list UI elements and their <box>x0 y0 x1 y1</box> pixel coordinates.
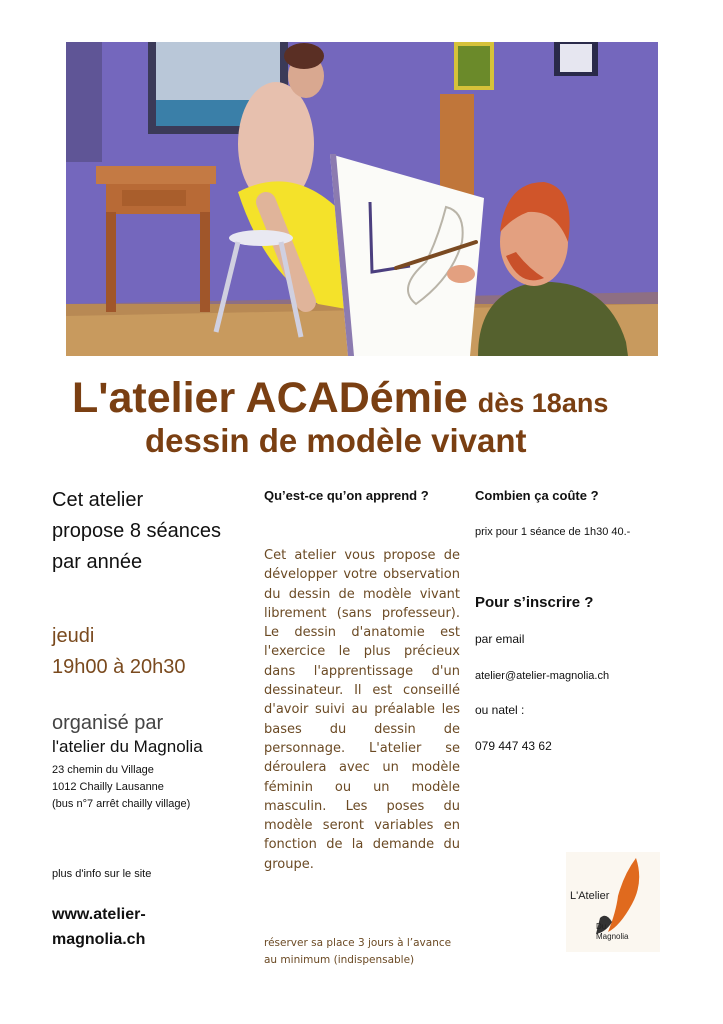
main-title: L'atelier ACADémie <box>72 374 468 422</box>
website-line-1: www.atelier- <box>52 906 146 923</box>
organizer-name: l'atelier du Magnolia <box>52 737 203 756</box>
signup-heading: Pour s’inscrire ? <box>475 594 594 611</box>
website-line-2: magnolia.ch <box>52 931 146 948</box>
phone-label: ou natel : <box>475 703 525 717</box>
reservation-note <box>264 935 464 969</box>
logo-line-2: Du <box>596 922 607 931</box>
phone-number: 079 447 43 62 <box>475 739 552 753</box>
learn-paragraph: Cet atelier vous propose de développer votre observation du dessin de modèle vivant librement (sans professeur). Le dessin d'anatomie est l'exercice le plus précieux dans l'apprentissage d'un dessinateur. Il est conseillé d'avoir suivi au préalable les bases du dessin de personnage. L'atelier se déroulera avec un modèle féminin ou un modèle masculin. Les poses du modèle seront variables en fonction de la demande du groupe. <box>264 548 460 872</box>
more-info-label: plus d'info sur le site <box>52 868 152 880</box>
email-address[interactable]: atelier@atelier-magnolia.ch <box>475 670 610 682</box>
schedule-day: jeudi <box>52 625 95 647</box>
address-line-3: (bus n°7 arrêt chailly village) <box>52 798 191 810</box>
intro-line-3: par année <box>52 551 143 573</box>
intro-line-2: propose 8 séances <box>52 520 222 542</box>
schedule <box>52 621 252 683</box>
intro-line-1: Cet atelier <box>52 489 144 511</box>
title-line <box>72 374 608 423</box>
logo-line-1: L'Atelier <box>570 890 610 902</box>
intro-text <box>52 485 252 578</box>
cost-heading: Combien ça coûte ? <box>475 488 599 503</box>
by-email-label: par email <box>475 632 525 646</box>
atelier-logo <box>566 852 660 952</box>
logo-line-3: Magnolia <box>596 932 629 941</box>
age-requirement: dès 18ans <box>477 388 609 418</box>
address-line-1: 23 chemin du Village <box>52 764 154 776</box>
organized-label: organisé par <box>52 712 164 734</box>
hero-illustration <box>66 42 658 356</box>
subtitle: dessin de modèle vivant <box>145 422 527 459</box>
price: prix pour 1 séance de 1h30 40.- <box>475 526 631 538</box>
schedule-time: 19h00 à 20h30 <box>52 656 186 678</box>
reservation-line-1: réserver sa place 3 jours à l’avance <box>264 937 452 949</box>
address <box>52 762 272 813</box>
address-line-2: 1012 Chailly Lausanne <box>52 781 164 793</box>
learn-heading: Qu’est-ce qu’on apprend ? <box>264 488 429 503</box>
website-link[interactable] <box>52 902 252 952</box>
reservation-line-2: au minimum (indispensable) <box>264 954 415 966</box>
